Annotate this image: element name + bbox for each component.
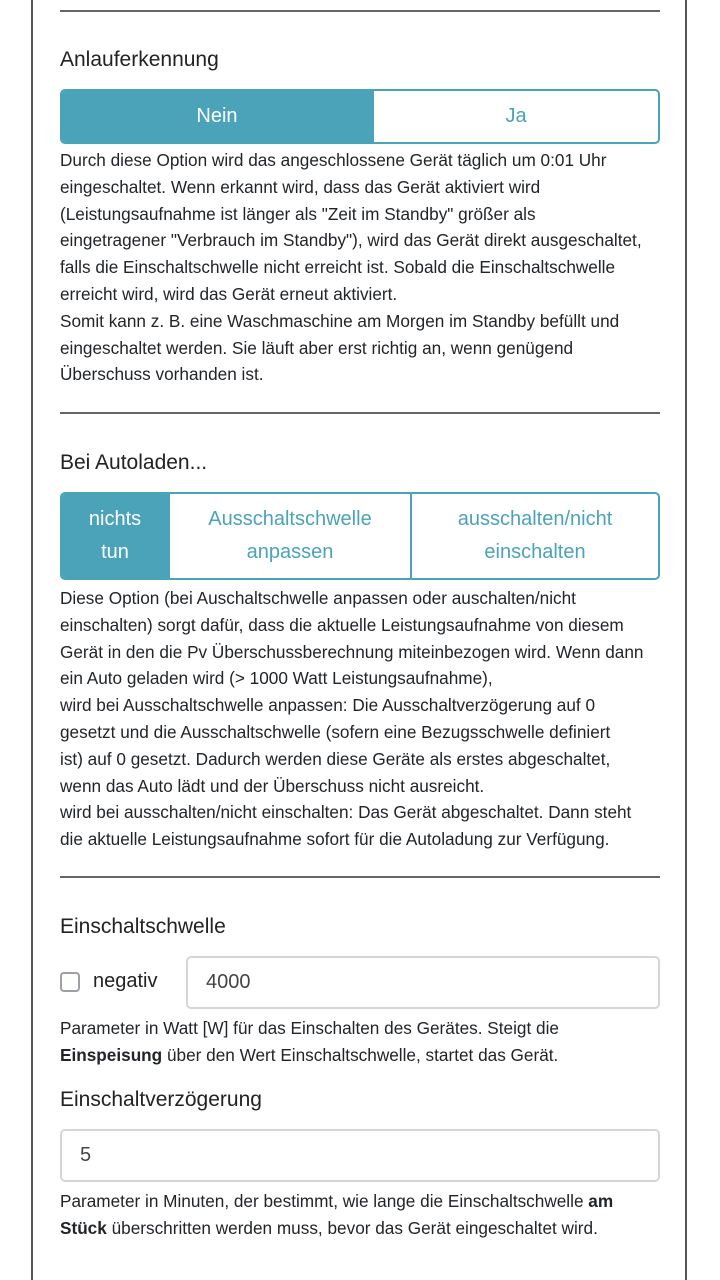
anlauf-label: Anlauferkennung: [60, 48, 219, 71]
autoladen-option-ausschalten[interactable]: ausschalten/nicht einschalten: [410, 494, 658, 578]
anlauf-description: Durch diese Option wird das angeschlossene Gerät täglich um 0:01 Uhr eingeschaltet. Wenn erkannt wird, dass das Gerät aktiviert wird (Leistungsaufnahme ist länger als "Zeit im Standby" größer als eingetragener "Verbrauch im Standby"), wird das Gerät direkt ausgeschaltet, falls die Einschaltschwelle nicht erreicht ist. Sobald die Einschaltschwelle erreicht wird, wird das Gerät erneut aktiviert. Somit kann z. B. eine Waschmaschine am Morgen im Standby befüllt und eingeschaltet werden. Sie läuft aber erst richtig an, wenn genügend Überschuss vorhanden ist.: [60, 150, 642, 385]
einschaltverzoegerung-help: Parameter in Minuten, der bestimmt, wie lange die Einschaltschwelle am Stück überschritten werden muss, bevor das Gerät eingeschaltet wird.: [60, 1191, 614, 1238]
autoladen-option-nichts-tun[interactable]: nichts tun: [62, 494, 168, 578]
einschaltschwelle-label: Einschaltschwelle: [60, 915, 226, 938]
anlauf-option-ja[interactable]: Ja: [372, 91, 658, 142]
anlauf-toggle: [60, 89, 660, 144]
einschaltschwelle-input[interactable]: 4000: [186, 956, 660, 1009]
autoladen-label: Bei Autoladen...: [60, 451, 208, 474]
negativ-checkbox[interactable]: [60, 972, 80, 992]
autoladen-toggle: [60, 492, 660, 580]
negativ-label: negativ: [93, 970, 158, 992]
autoladen-description: Diese Option (bei Auschaltschwelle anpassen oder auschalten/nicht einschalten) sorgt dafür, dass die aktuelle Leistungsaufnahme von diesem Gerät in den die Pv Überschussberechnung miteinbezogen wird. Wenn dann ein Auto geladen wird (> 1000 Watt Leistungsaufnahme), wird bei Ausschaltschwelle anpassen: Die Ausschaltverzögerung auf 0 gesetzt und die Ausschaltschwelle (sofern eine Bezugsschwelle definiert ist) auf 0 gesetzt. Dadurch werden diese Geräte als erstes abgeschaltet, wenn das Auto lädt und der Überschuss nicht ausreicht. wird bei ausschalten/nicht einschalten: Das Gerät abgeschaltet. Dann steht die aktuelle Leistungsaufnahme sofort für die Autoladung zur Verfügung.: [60, 588, 644, 850]
einschaltverzoegerung-input[interactable]: 5: [60, 1129, 660, 1182]
divider: [60, 10, 660, 12]
einschaltverzoegerung-label: Einschaltverzögerung: [60, 1088, 262, 1111]
negativ-checkbox-group: [60, 970, 158, 993]
einschaltschwelle-help: Parameter in Watt [W] für das Einschalten des Gerätes. Steigt die Einspeisung über den Wert Einschaltschwelle, startet das Gerät.: [60, 1018, 559, 1065]
anlauf-option-nein[interactable]: Nein: [62, 91, 372, 142]
autoladen-option-ausschaltschwelle-anpassen[interactable]: Ausschaltschwelle anpassen: [168, 494, 410, 578]
divider: [60, 412, 660, 414]
divider: [60, 876, 660, 878]
